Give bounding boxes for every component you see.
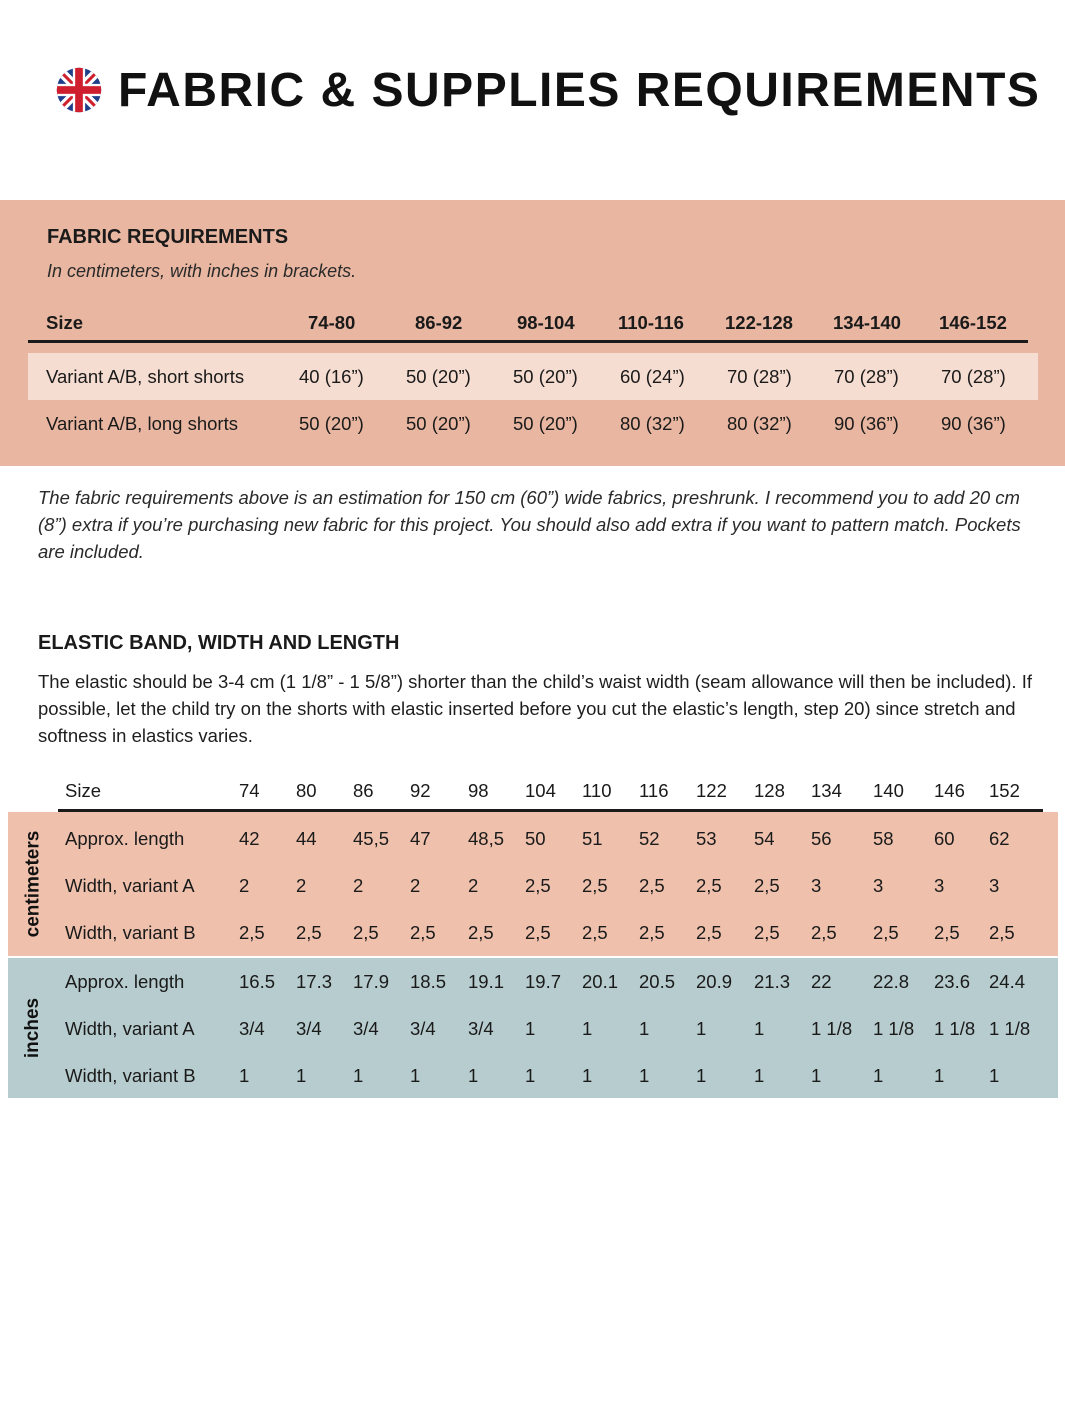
table-cell: 80 (32”) xyxy=(620,413,685,434)
inches-block xyxy=(8,958,1058,1098)
column-header: 86-92 xyxy=(415,312,463,333)
table-cell: 20.5 xyxy=(639,971,676,992)
table-row xyxy=(8,1005,1058,1052)
table-cell: 3 xyxy=(989,875,1000,896)
table-cell: 2 xyxy=(296,875,307,896)
table-cell: 1 xyxy=(296,1065,307,1086)
fabric-note: The fabric requirements above is an estimation for 150 cm (60”) wide fabrics, preshrunk. I recommend you to add 20 cm (8”) extra if you’re purchasing new fabric for this project. You should also add extra if you want to pattern match. Pockets are included. xyxy=(38,487,1021,562)
table-cell: 70 (28”) xyxy=(834,366,899,387)
table-cell: 50 xyxy=(525,828,546,849)
table-cell: 1 xyxy=(696,1065,707,1086)
table-cell: 44 xyxy=(296,828,317,849)
uk-flag-icon xyxy=(56,67,102,113)
table-cell: 2,5 xyxy=(934,922,960,943)
table-cell: 3/4 xyxy=(239,1018,265,1039)
table-cell: 2,5 xyxy=(873,922,899,943)
table-cell: 19.7 xyxy=(525,971,562,992)
table-cell: 48,5 xyxy=(468,828,505,849)
column-header: 140 xyxy=(873,780,904,801)
table-cell: 2,5 xyxy=(811,922,837,943)
table-cell: 1 xyxy=(582,1065,593,1086)
table-cell: 2,5 xyxy=(239,922,265,943)
table-cell: 2,5 xyxy=(582,922,608,943)
table-cell: 50 (20”) xyxy=(406,366,471,387)
table-cell: 1 1/8 xyxy=(873,1018,915,1039)
table-cell: 16.5 xyxy=(239,971,276,992)
table-cell: 3/4 xyxy=(296,1018,322,1039)
elastic-description: The elastic should be 3-4 cm (1 1/8” - 1 5/8”) shorter than the child’s waist width (seam allowance will then be included). If possible, let the child try on the shorts with elastic inserted before you cut the elastic’s length, step 20) since stretch and softness in elastics varies. xyxy=(38,671,1032,746)
column-header: 122-128 xyxy=(725,312,793,333)
table-cell: 21.3 xyxy=(754,971,791,992)
table-cell: 1 xyxy=(639,1018,650,1039)
table-cell: 2 xyxy=(353,875,364,896)
fabric-table-header xyxy=(28,305,1038,343)
column-header: 128 xyxy=(754,780,785,801)
column-header: 74-80 xyxy=(308,312,356,333)
table-cell: 2,5 xyxy=(525,922,551,943)
column-header: 80 xyxy=(296,780,317,801)
page-title: FABRIC & SUPPLIES REQUIREMENTS xyxy=(118,63,1041,117)
table-cell: 1 1/8 xyxy=(811,1018,853,1039)
row-label: Width, variant B xyxy=(65,922,196,943)
table-cell: 1 xyxy=(754,1018,765,1039)
table-cell: 1 1/8 xyxy=(989,1018,1031,1039)
column-header: 110 xyxy=(582,780,612,801)
table-cell: 3/4 xyxy=(468,1018,494,1039)
table-row xyxy=(8,815,1058,862)
table-cell: 60 xyxy=(934,828,955,849)
table-row xyxy=(28,353,1038,400)
table-cell: 18.5 xyxy=(410,971,447,992)
table-cell: 1 xyxy=(989,1065,1000,1086)
table-cell: 54 xyxy=(754,828,775,849)
column-header: 74 xyxy=(239,780,260,801)
column-header: 134 xyxy=(811,780,842,801)
elastic-table-header xyxy=(8,772,1043,812)
table-cell: 2,5 xyxy=(639,875,665,896)
table-cell: 3 xyxy=(934,875,945,896)
table-cell: 1 xyxy=(811,1065,822,1086)
table-row xyxy=(8,862,1058,909)
row-label: Width, variant A xyxy=(65,1018,195,1039)
table-cell: 1 xyxy=(353,1065,364,1086)
table-cell: 20.9 xyxy=(696,971,733,992)
table-cell: 56 xyxy=(811,828,832,849)
row-label: Width, variant B xyxy=(65,1065,196,1086)
table-cell: 19.1 xyxy=(468,971,505,992)
table-cell: 1 xyxy=(934,1065,945,1086)
row-label: Variant A/B, short shorts xyxy=(46,366,245,387)
table-cell: 2,5 xyxy=(525,875,551,896)
table-cell: 40 (16”) xyxy=(299,366,364,387)
table-cell: 90 (36”) xyxy=(941,413,1006,434)
column-header: 98-104 xyxy=(517,312,575,333)
table-cell: 52 xyxy=(639,828,660,849)
column-header: 86 xyxy=(353,780,374,801)
column-header: 122 xyxy=(696,780,727,801)
fabric-table xyxy=(28,305,1038,447)
table-cell: 58 xyxy=(873,828,894,849)
table-cell: 2 xyxy=(410,875,421,896)
table-cell: 1 xyxy=(639,1065,650,1086)
table-cell: 1 xyxy=(754,1065,765,1086)
row-label: Approx. length xyxy=(65,971,185,992)
table-cell: 60 (24”) xyxy=(620,366,685,387)
table-cell: 3 xyxy=(811,875,822,896)
row-label: Width, variant A xyxy=(65,875,195,896)
title-row xyxy=(56,60,1041,120)
column-header: Size xyxy=(46,312,84,333)
elastic-heading: ELASTIC BAND, WIDTH AND LENGTH xyxy=(38,632,400,654)
table-cell: 2,5 xyxy=(468,922,494,943)
column-header: Size xyxy=(65,780,101,801)
table-cell: 22 xyxy=(811,971,832,992)
table-row xyxy=(8,958,1058,1005)
centimeters-block xyxy=(8,812,1058,956)
table-cell: 70 (28”) xyxy=(941,366,1006,387)
table-cell: 3/4 xyxy=(410,1018,436,1039)
column-header: 110-116 xyxy=(618,312,684,333)
column-header: 92 xyxy=(410,780,431,801)
table-cell: 17.9 xyxy=(353,971,390,992)
table-cell: 2,5 xyxy=(696,922,722,943)
table-cell: 2,5 xyxy=(696,875,722,896)
table-cell: 45,5 xyxy=(353,828,390,849)
table-cell: 3/4 xyxy=(353,1018,379,1039)
table-cell: 2,5 xyxy=(989,922,1015,943)
inches-label: inches xyxy=(22,997,44,1059)
table-cell: 1 xyxy=(696,1018,707,1039)
centimeters-label: centimeters xyxy=(22,830,44,938)
table-cell: 23.6 xyxy=(934,971,971,992)
table-cell: 20.1 xyxy=(582,971,619,992)
table-cell: 1 xyxy=(873,1065,884,1086)
table-row xyxy=(8,1052,1058,1099)
table-cell: 51 xyxy=(582,828,603,849)
table-cell: 1 xyxy=(239,1065,250,1086)
table-cell: 1 xyxy=(410,1065,421,1086)
table-cell: 80 (32”) xyxy=(727,413,792,434)
table-cell: 53 xyxy=(696,828,717,849)
table-cell: 2,5 xyxy=(296,922,322,943)
column-header: 146-152 xyxy=(939,312,1007,333)
table-row xyxy=(8,909,1058,956)
fabric-subheading: In centimeters, with inches in brackets. xyxy=(47,261,357,281)
column-header: 98 xyxy=(468,780,489,801)
table-cell: 62 xyxy=(989,828,1010,849)
table-cell: 17.3 xyxy=(296,971,333,992)
column-header: 134-140 xyxy=(833,312,901,333)
table-cell: 70 (28”) xyxy=(727,366,792,387)
table-row xyxy=(28,400,1038,447)
column-header: 152 xyxy=(989,780,1020,801)
table-cell: 2,5 xyxy=(639,922,665,943)
table-cell: 1 xyxy=(468,1065,479,1086)
table-cell: 50 (20”) xyxy=(513,413,578,434)
column-header: 146 xyxy=(934,780,965,801)
table-cell: 1 xyxy=(525,1018,536,1039)
table-cell: 90 (36”) xyxy=(834,413,899,434)
row-label: Approx. length xyxy=(65,828,185,849)
table-cell: 2,5 xyxy=(353,922,379,943)
table-cell: 1 xyxy=(525,1065,536,1086)
row-label: Variant A/B, long shorts xyxy=(46,413,238,434)
table-cell: 50 (20”) xyxy=(406,413,471,434)
fabric-heading: FABRIC REQUIREMENTS xyxy=(47,226,289,248)
table-cell: 2,5 xyxy=(410,922,436,943)
table-cell: 42 xyxy=(239,828,260,849)
table-cell: 2 xyxy=(468,875,479,896)
table-cell: 47 xyxy=(410,828,431,849)
table-cell: 22.8 xyxy=(873,971,910,992)
table-cell: 50 (20”) xyxy=(513,366,578,387)
table-cell: 2,5 xyxy=(582,875,608,896)
table-cell: 3 xyxy=(873,875,884,896)
table-cell: 2,5 xyxy=(754,922,780,943)
table-cell: 2 xyxy=(239,875,250,896)
table-cell: 1 1/8 xyxy=(934,1018,976,1039)
table-cell: 50 (20”) xyxy=(299,413,364,434)
table-cell: 24.4 xyxy=(989,971,1026,992)
table-cell: 1 xyxy=(582,1018,593,1039)
table-cell: 2,5 xyxy=(754,875,780,896)
column-header: 116 xyxy=(639,780,669,801)
column-header: 104 xyxy=(525,780,556,801)
